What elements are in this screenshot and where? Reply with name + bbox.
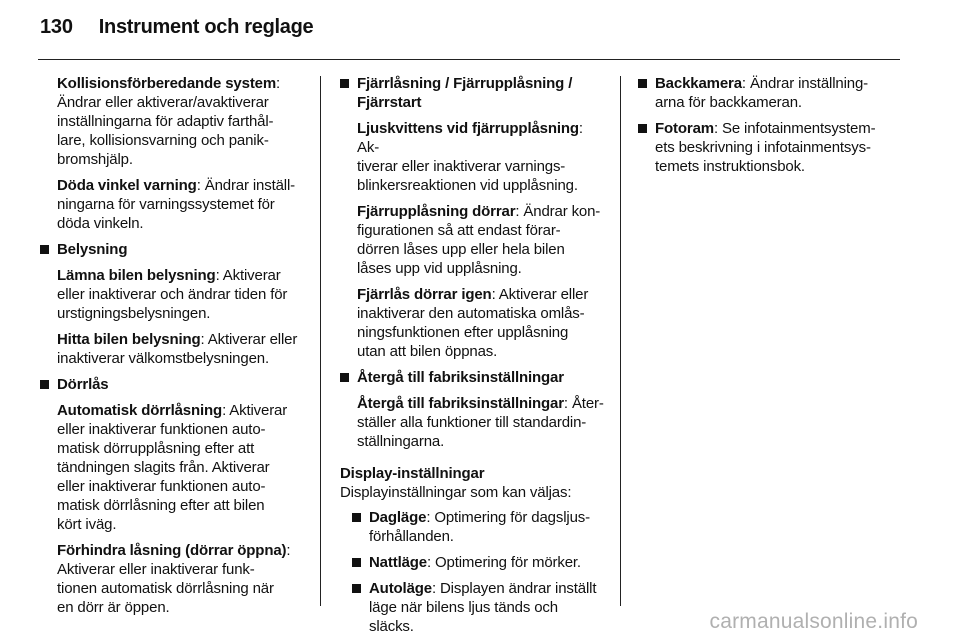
text-line: : Ändrar kon- bbox=[515, 203, 601, 220]
section-lighting bbox=[40, 240, 308, 368]
text-line: bromshjälp. bbox=[57, 151, 133, 168]
text-line: en dörr är öppen. bbox=[57, 599, 170, 616]
text-line: : Optimering för dagsljus- bbox=[426, 509, 590, 526]
text-line: : Åter- bbox=[563, 395, 604, 412]
term-rear-camera: Backkamera bbox=[655, 75, 742, 92]
page-number: 130 bbox=[40, 16, 73, 38]
page-header bbox=[40, 16, 313, 50]
list-item-auto-mode bbox=[352, 579, 608, 636]
text-line: : bbox=[286, 542, 291, 559]
text-line: ställningarna. bbox=[357, 433, 445, 450]
term-auto-mode: Autoläge bbox=[369, 580, 432, 597]
text-line: : Ändrar inställning- bbox=[741, 75, 868, 92]
bullet-square-icon bbox=[340, 79, 349, 88]
text-line: lare, kollisionsvarning och panik- bbox=[57, 132, 269, 149]
text-line: förhållanden. bbox=[369, 528, 454, 545]
term-remote-relock: Fjärrlås dörrar igen bbox=[357, 286, 492, 303]
column-divider-2 bbox=[620, 76, 621, 606]
text-line: matisk dörrupplåsning efter att bbox=[57, 440, 255, 457]
text-line: figurationen så att endast förar- bbox=[357, 222, 561, 239]
text-line: inaktiverar den automatiska omlås- bbox=[357, 305, 585, 322]
text-line: ets beskrivning i infotainmentsys- bbox=[655, 139, 871, 156]
term-prevent-lock: Förhindra låsning (dörrar öppna) bbox=[57, 542, 287, 559]
text-line: eller inaktiverar funktionen auto- bbox=[57, 478, 266, 495]
text-line: Fjärrlåsning / Fjärrupplåsning / bbox=[357, 75, 573, 92]
section-heading bbox=[357, 74, 608, 112]
bullet-square-icon bbox=[638, 79, 647, 88]
text-line: : Aktiverar bbox=[215, 267, 281, 284]
bullet-square-icon bbox=[40, 245, 49, 254]
text-line: kört iväg. bbox=[57, 516, 117, 533]
text-line: eller inaktiverar och ändrar tiden för bbox=[57, 286, 288, 303]
term-remote-unlock-doors: Fjärrupplåsning dörrar bbox=[357, 203, 516, 220]
text-line: : Ändrar inställ- bbox=[196, 177, 296, 194]
text-line: Aktiverar eller inaktiverar funk- bbox=[57, 561, 255, 578]
entry-blind-spot bbox=[57, 176, 308, 233]
section-heading: Dörrlås bbox=[57, 376, 109, 393]
header-divider bbox=[38, 59, 900, 60]
bullet-square-icon bbox=[40, 380, 49, 389]
chapter-title: Instrument och reglage bbox=[98, 16, 314, 38]
term-collision-prep: Kollisionsförberedande system bbox=[57, 75, 277, 92]
display-settings-heading: Display-inställningar bbox=[340, 465, 485, 482]
text-line: : Aktiverar bbox=[222, 402, 288, 419]
entry-exit-lighting bbox=[57, 266, 308, 323]
entry-find-car-lighting bbox=[57, 330, 308, 368]
term-remote-light-feedback: Ljuskvittens vid fjärrupplåsning bbox=[357, 120, 579, 137]
text-line: : Displayen ändrar inställt bbox=[431, 580, 597, 597]
column-2 bbox=[340, 74, 608, 642]
text-line: matisk dörrlåsning efter att bilen bbox=[57, 497, 265, 514]
section-door-locks bbox=[40, 375, 308, 617]
section-heading: Belysning bbox=[57, 241, 128, 258]
text-line: döda vinkeln. bbox=[57, 215, 144, 232]
text-line: ställer alla funktioner till standardin- bbox=[357, 414, 587, 431]
text-line: : Ak- bbox=[357, 120, 583, 156]
term-photo-frame: Fotoram bbox=[655, 120, 714, 137]
text-line: utan att bilen öppnas. bbox=[357, 343, 498, 360]
column-1-top-entries bbox=[40, 74, 308, 233]
text-line: läge när bilens ljus tänds och bbox=[369, 599, 558, 616]
text-line: Fjärrstart bbox=[357, 94, 422, 111]
entry-remote-relock bbox=[357, 285, 608, 361]
column-1 bbox=[40, 74, 308, 624]
bullet-square-icon bbox=[638, 124, 647, 133]
list-item-photo-frame bbox=[638, 119, 900, 176]
text-line: Ändrar eller aktiverar/avaktiverar bbox=[57, 94, 269, 111]
section-remote bbox=[340, 74, 608, 361]
text-line: eller inaktiverar funktionen auto- bbox=[57, 421, 266, 438]
term-exit-lighting: Lämna bilen belysning bbox=[57, 267, 216, 284]
column-3 bbox=[638, 74, 900, 183]
text-line: låses upp vid upplåsning. bbox=[357, 260, 522, 277]
bullet-square-icon bbox=[352, 584, 361, 593]
entry-remote-unlock-doors bbox=[357, 202, 608, 278]
list-item-day-mode bbox=[352, 508, 608, 546]
text-line: släcks. bbox=[369, 618, 414, 635]
text-line: dörren låses upp eller hela bilen bbox=[357, 241, 565, 258]
term-day-mode: Dagläge bbox=[369, 509, 427, 526]
text-line: ningsfunktionen efter upplåsning bbox=[357, 324, 569, 341]
bullet-square-icon bbox=[352, 558, 361, 567]
text-line: tionen automatisk dörrlåsning när bbox=[57, 580, 274, 597]
term-auto-door-lock: Automatisk dörrlåsning bbox=[57, 402, 223, 419]
term-factory-reset: Återgå till fabriksinställningar bbox=[357, 395, 564, 412]
column-divider-1 bbox=[320, 76, 321, 606]
text-line: inaktiverar välkomstbelysningen. bbox=[57, 350, 269, 367]
text-line: arna för backkameran. bbox=[655, 94, 802, 111]
text-line: : bbox=[276, 75, 281, 92]
term-blind-spot: Döda vinkel varning bbox=[57, 177, 197, 194]
display-settings-intro: Displayinställningar som kan väljas: bbox=[340, 484, 572, 501]
term-find-car-lighting: Hitta bilen belysning bbox=[57, 331, 201, 348]
text-line: tiverar eller inaktiverar varnings- bbox=[357, 158, 566, 175]
text-line: inställningarna för adaptiv farthål- bbox=[57, 113, 274, 130]
display-mode-list bbox=[340, 508, 608, 636]
text-line: : Se infotainmentsystem- bbox=[713, 120, 876, 137]
term-night-mode: Nattläge bbox=[369, 554, 427, 571]
entry-auto-door-lock bbox=[57, 401, 308, 534]
text-line: tändningen slagits från. Aktiverar bbox=[57, 459, 270, 476]
section-heading: Återgå till fabriksinställningar bbox=[357, 369, 564, 386]
entry-prevent-lock bbox=[57, 541, 308, 617]
watermark: carmanualsonline.info bbox=[709, 610, 918, 633]
list-item-night-mode bbox=[352, 553, 608, 572]
text-line: urstigningsbelysningen. bbox=[57, 305, 211, 322]
bullet-square-icon bbox=[340, 373, 349, 382]
list-item-rear-camera bbox=[638, 74, 900, 112]
section-factory-reset bbox=[340, 368, 608, 451]
text-line: : Optimering för mörker. bbox=[426, 554, 581, 571]
text-line: ningarna för varningssystemet för bbox=[57, 196, 275, 213]
entry-factory-reset bbox=[357, 394, 608, 451]
bullet-square-icon bbox=[352, 513, 361, 522]
text-line: blinkersreaktionen vid upplåsning. bbox=[357, 177, 578, 194]
text-line: : Aktiverar eller bbox=[491, 286, 589, 303]
entry-collision-prep bbox=[57, 74, 308, 169]
text-line: : Aktiverar eller bbox=[200, 331, 298, 348]
entry-remote-light-feedback bbox=[357, 119, 608, 195]
text-line: temets instruktionsbok. bbox=[655, 158, 805, 175]
